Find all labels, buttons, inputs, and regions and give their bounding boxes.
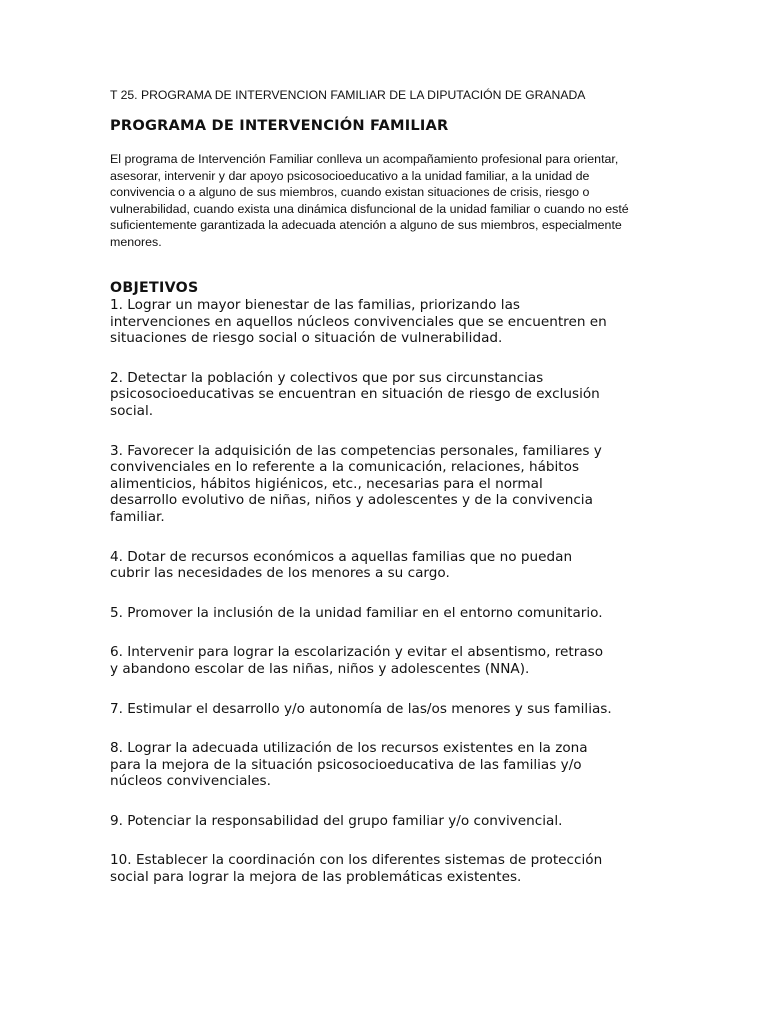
- objective-line: núcleos convivenciales.: [110, 773, 271, 790]
- objective-line: cubrir las necesidades de los menores a su cargo.: [110, 565, 450, 582]
- objective-item: [110, 549, 690, 582]
- objective-item: [110, 740, 690, 790]
- objective-line: y abandono escolar de las niñas, niños y adolescentes (NNA).: [110, 660, 530, 677]
- objective-line: familiar.: [110, 508, 165, 525]
- objective-item: [110, 813, 690, 830]
- document-header: T 25. PROGRAMA DE INTERVENCION FAMILIAR DE LA DIPUTACIÓN DE GRANADA: [110, 88, 586, 102]
- objective-item: [110, 701, 690, 718]
- objective-line: 10. Establecer la coordinación con los diferentes sistemas de protección: [110, 852, 603, 869]
- intro-line: vulnerabilidad, cuando exista una dinámica disfuncional de la unidad familiar o cuando no esté: [110, 201, 629, 216]
- objective-line: 7. Estimular el desarrollo y/o autonomía de las/os menores y sus familias.: [110, 700, 612, 717]
- objective-line: 9. Potenciar la responsabilidad del grupo familiar y/o convivencial.: [110, 812, 563, 829]
- objectives-section: [110, 280, 690, 886]
- objective-line: convivenciales en lo referente a la comunicación, relaciones, hábitos: [110, 459, 580, 476]
- intro-paragraph: [110, 151, 690, 250]
- section-title: PROGRAMA DE INTERVENCIÓN FAMILIAR: [110, 117, 449, 134]
- objectives-title: OBJETIVOS: [110, 280, 199, 296]
- objective-line: desarrollo evolutivo de niñas, niños y adolescentes y de la convivencia: [110, 492, 593, 509]
- objective-line: 8. Lograr la adecuada utilización de los recursos existentes en la zona: [110, 740, 588, 757]
- objective-item: [110, 644, 690, 677]
- objective-item: [110, 370, 690, 420]
- objective-item: [110, 443, 690, 526]
- objective-item: [110, 605, 690, 622]
- objective-line: 3. Favorecer la adquisición de las competencias personales, familiares y: [110, 442, 602, 459]
- objective-line: para la mejora de la situación psicosocioeducativa de las familias y/o: [110, 756, 582, 773]
- objective-line: alimenticios, hábitos higiénicos, etc., necesarias para el normal: [110, 475, 543, 492]
- intro-line: asesorar, intervenir y dar apoyo psicosocioeducativo a la unidad familiar, a la unidad de: [110, 168, 590, 183]
- intro-line: menores.: [110, 234, 162, 249]
- objective-line: social.: [110, 402, 154, 419]
- objective-item: [110, 852, 690, 885]
- intro-line: convivencia o a alguno de sus miembros, cuando existan situaciones de crisis, riesgo o: [110, 185, 590, 199]
- objective-line: 5. Promover la inclusión de la unidad familiar en el entorno comunitario.: [110, 604, 603, 621]
- objective-line: 1. Lograr un mayor bienestar de las familias, priorizando las: [110, 297, 520, 313]
- objective-line: 2. Detectar la población y colectivos que por sus circunstancias: [110, 369, 544, 386]
- intro-line: suficientemente garantizada la adecuada atención a alguno de sus miembros, especialmente: [110, 218, 622, 232]
- objective-line: social para lograr la mejora de las problemáticas existentes.: [110, 869, 522, 886]
- objective-line: intervenciones en aquellos núcleos convivenciales que se encuentren en: [110, 313, 607, 330]
- objective-line: 4. Dotar de recursos económicos a aquellas familias que no puedan: [110, 548, 573, 565]
- objective-line: situaciones de riesgo social o situación de vulnerabilidad.: [110, 330, 503, 347]
- objective-line: 6. Intervenir para lograr la escolarización y evitar el absentismo, retraso: [110, 644, 604, 661]
- objective-line: psicosocioeducativas se encuentran en situación de riesgo de exclusión: [110, 386, 600, 403]
- objective-item: [110, 297, 690, 347]
- intro-line: El programa de Intervención Familiar conlleva un acompañamiento profesional para orientar,: [110, 152, 619, 166]
